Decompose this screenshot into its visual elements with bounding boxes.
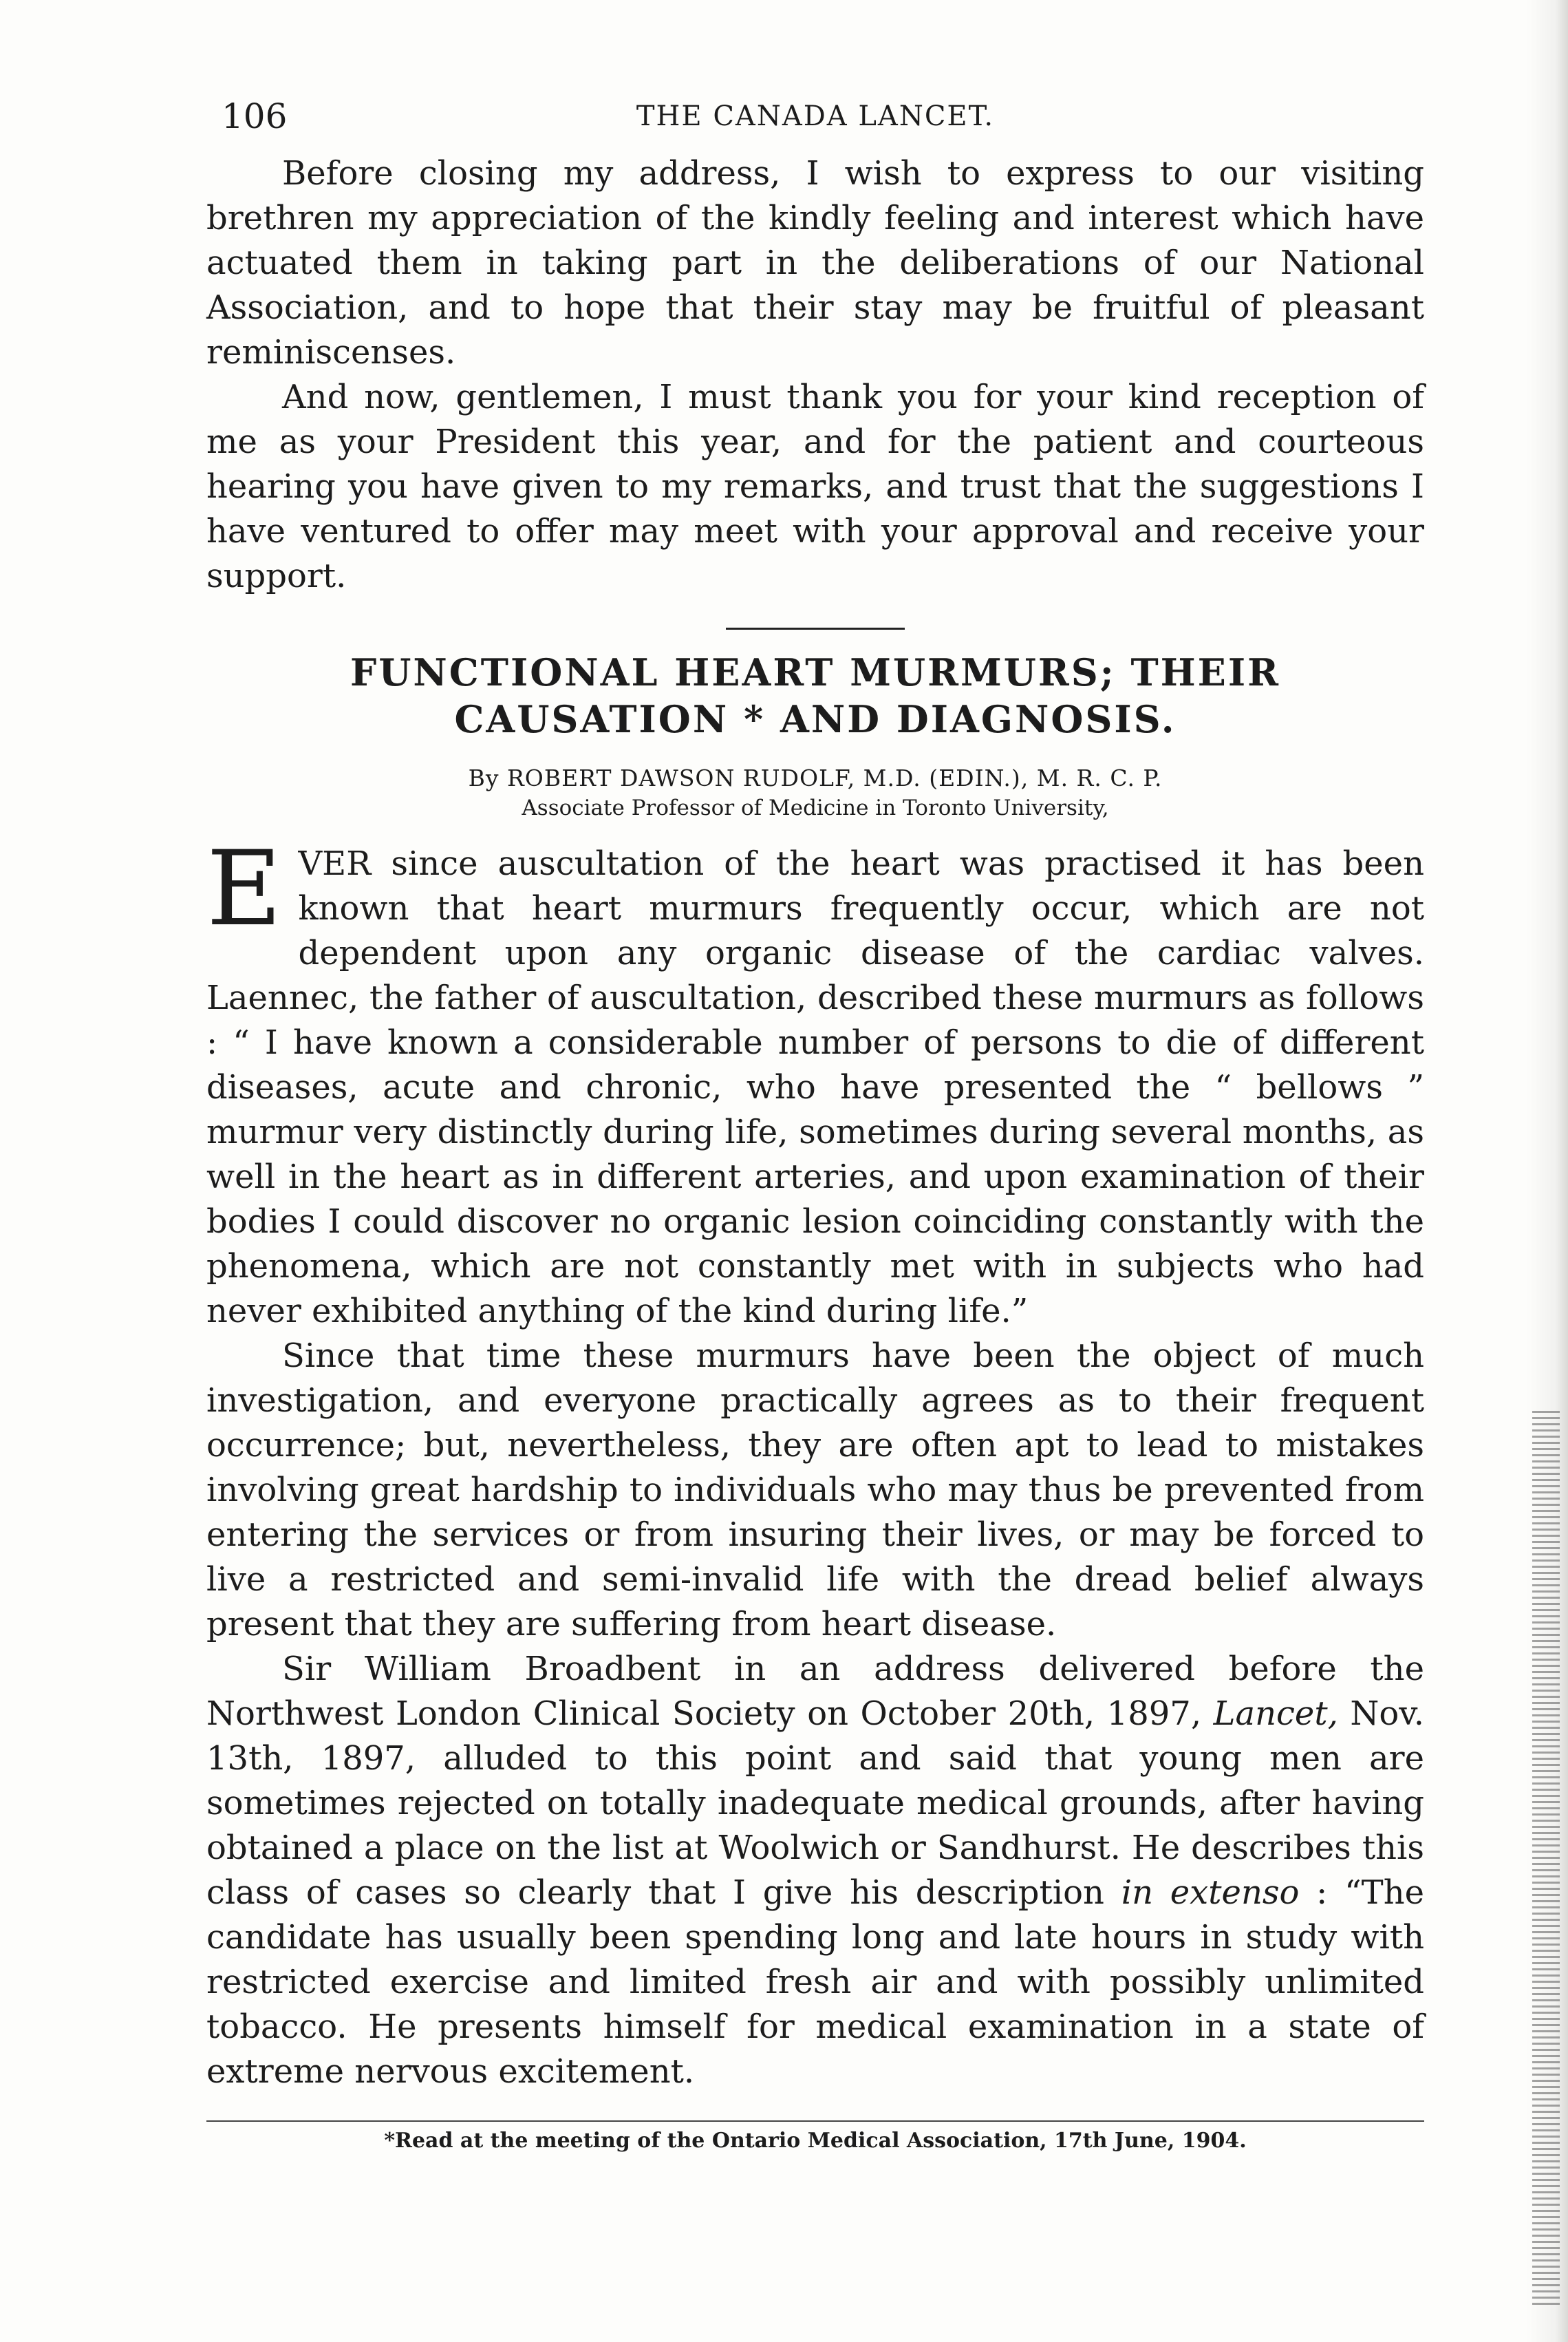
page-header	[206, 96, 1424, 151]
in-extenso-phrase: in extenso	[1121, 1873, 1300, 1912]
drop-cap: E	[206, 829, 282, 949]
article-paragraph-1-text: VER since auscultation of the heart was practised it has been known that heart murmurs frequently occur, which are not dependent upon any organic disease of the cardiac valves. Laennec, the father of auscultation, described these murmurs as follows : “ I have known a considerable number of persons to die of different diseases, acute and chronic, who have presented the “ bellows ” murmur very distinctly during life, sometimes during several months, as well in the heart as in different arteries, and upon examination of their bodies I could discover no organic lesion coinciding constantly with the phenomena, which are not constantly met with in subjects who had never exhibited anything of the kind during life.”	[206, 844, 1424, 1330]
footnote: *Read at the meeting of the Ontario Medical Association, 17th June, 1904.	[384, 2129, 1247, 2153]
article-paragraph-1	[206, 829, 1424, 1334]
closing-paragraph-1: Before closing my address, I wish to express to our visiting brethren my appreciation of the kindly feeling and interest which have actuated them in taking part in the deliberations of our National Association, and to hope that their stay may be fruitful of pleasant reminiscenses.	[206, 154, 1424, 372]
paragraph-3-part-1: Sir William Broadbent in an address delivered before the Northwest London Clinical Society on October 20th, 1897,	[206, 1650, 1424, 1733]
article-paragraph-2: Since that time these murmurs have been the object of much investigation, and everyone practically agrees as to their frequent occurrence; but, nevertheless, they are often apt to lead to mistakes involving great hardship to individuals who may thus be prevented from entering the services or from insuring their lives, or may be forced to live a restricted and semi-invalid life with the dread belief always present that they are suffering from heart disease.	[206, 1337, 1424, 1643]
page	[206, 96, 1424, 2299]
section-divider	[726, 628, 905, 630]
closing-paragraph-2: And now, gentlemen, I must thank you for your kind reception of me as your President this year, and for the patient and courteous hearing you have given to my remarks, and trust that the suggestions I have ventured to offer may meet with your approval and receive your support.	[206, 378, 1424, 595]
article-title: FUNCTIONAL HEART MURMURS; THEIR CAUSATION * AND DIAGNOSIS.	[350, 650, 1280, 741]
article-byline: By ROBERT DAWSON RUDOLF, M.D. (EDIN.), M. R. C. P.	[468, 765, 1163, 791]
paragraph-3-part-3: : “The candidate has usually been spending long and late hours in study with restricted exercise and limited fresh air and with possibly unlimited tobacco. He presents himself for medical examination in a state of extreme nervous excitement.	[206, 1873, 1425, 2091]
paragraph-3-part-2: Nov. 13th, 1897, alluded to this point and said that young men are sometimes rejected on totally inadequate medical grounds, after having obtained a place on the list at Woolwich or Sandhurst. He describes this class of cases so clearly that I give his description	[206, 1694, 1425, 1912]
author-affiliation: Associate Professor of Medicine in Toronto University,	[522, 796, 1109, 820]
scan-artifact	[1532, 1411, 1560, 2306]
footnote-rule	[206, 2120, 1424, 2122]
article-paragraph-3	[206, 1647, 1424, 2094]
page-number: 106	[222, 96, 288, 136]
lancet-citation: Lancet,	[1213, 1694, 1338, 1733]
running-head: THE CANADA LANCET.	[636, 100, 995, 132]
